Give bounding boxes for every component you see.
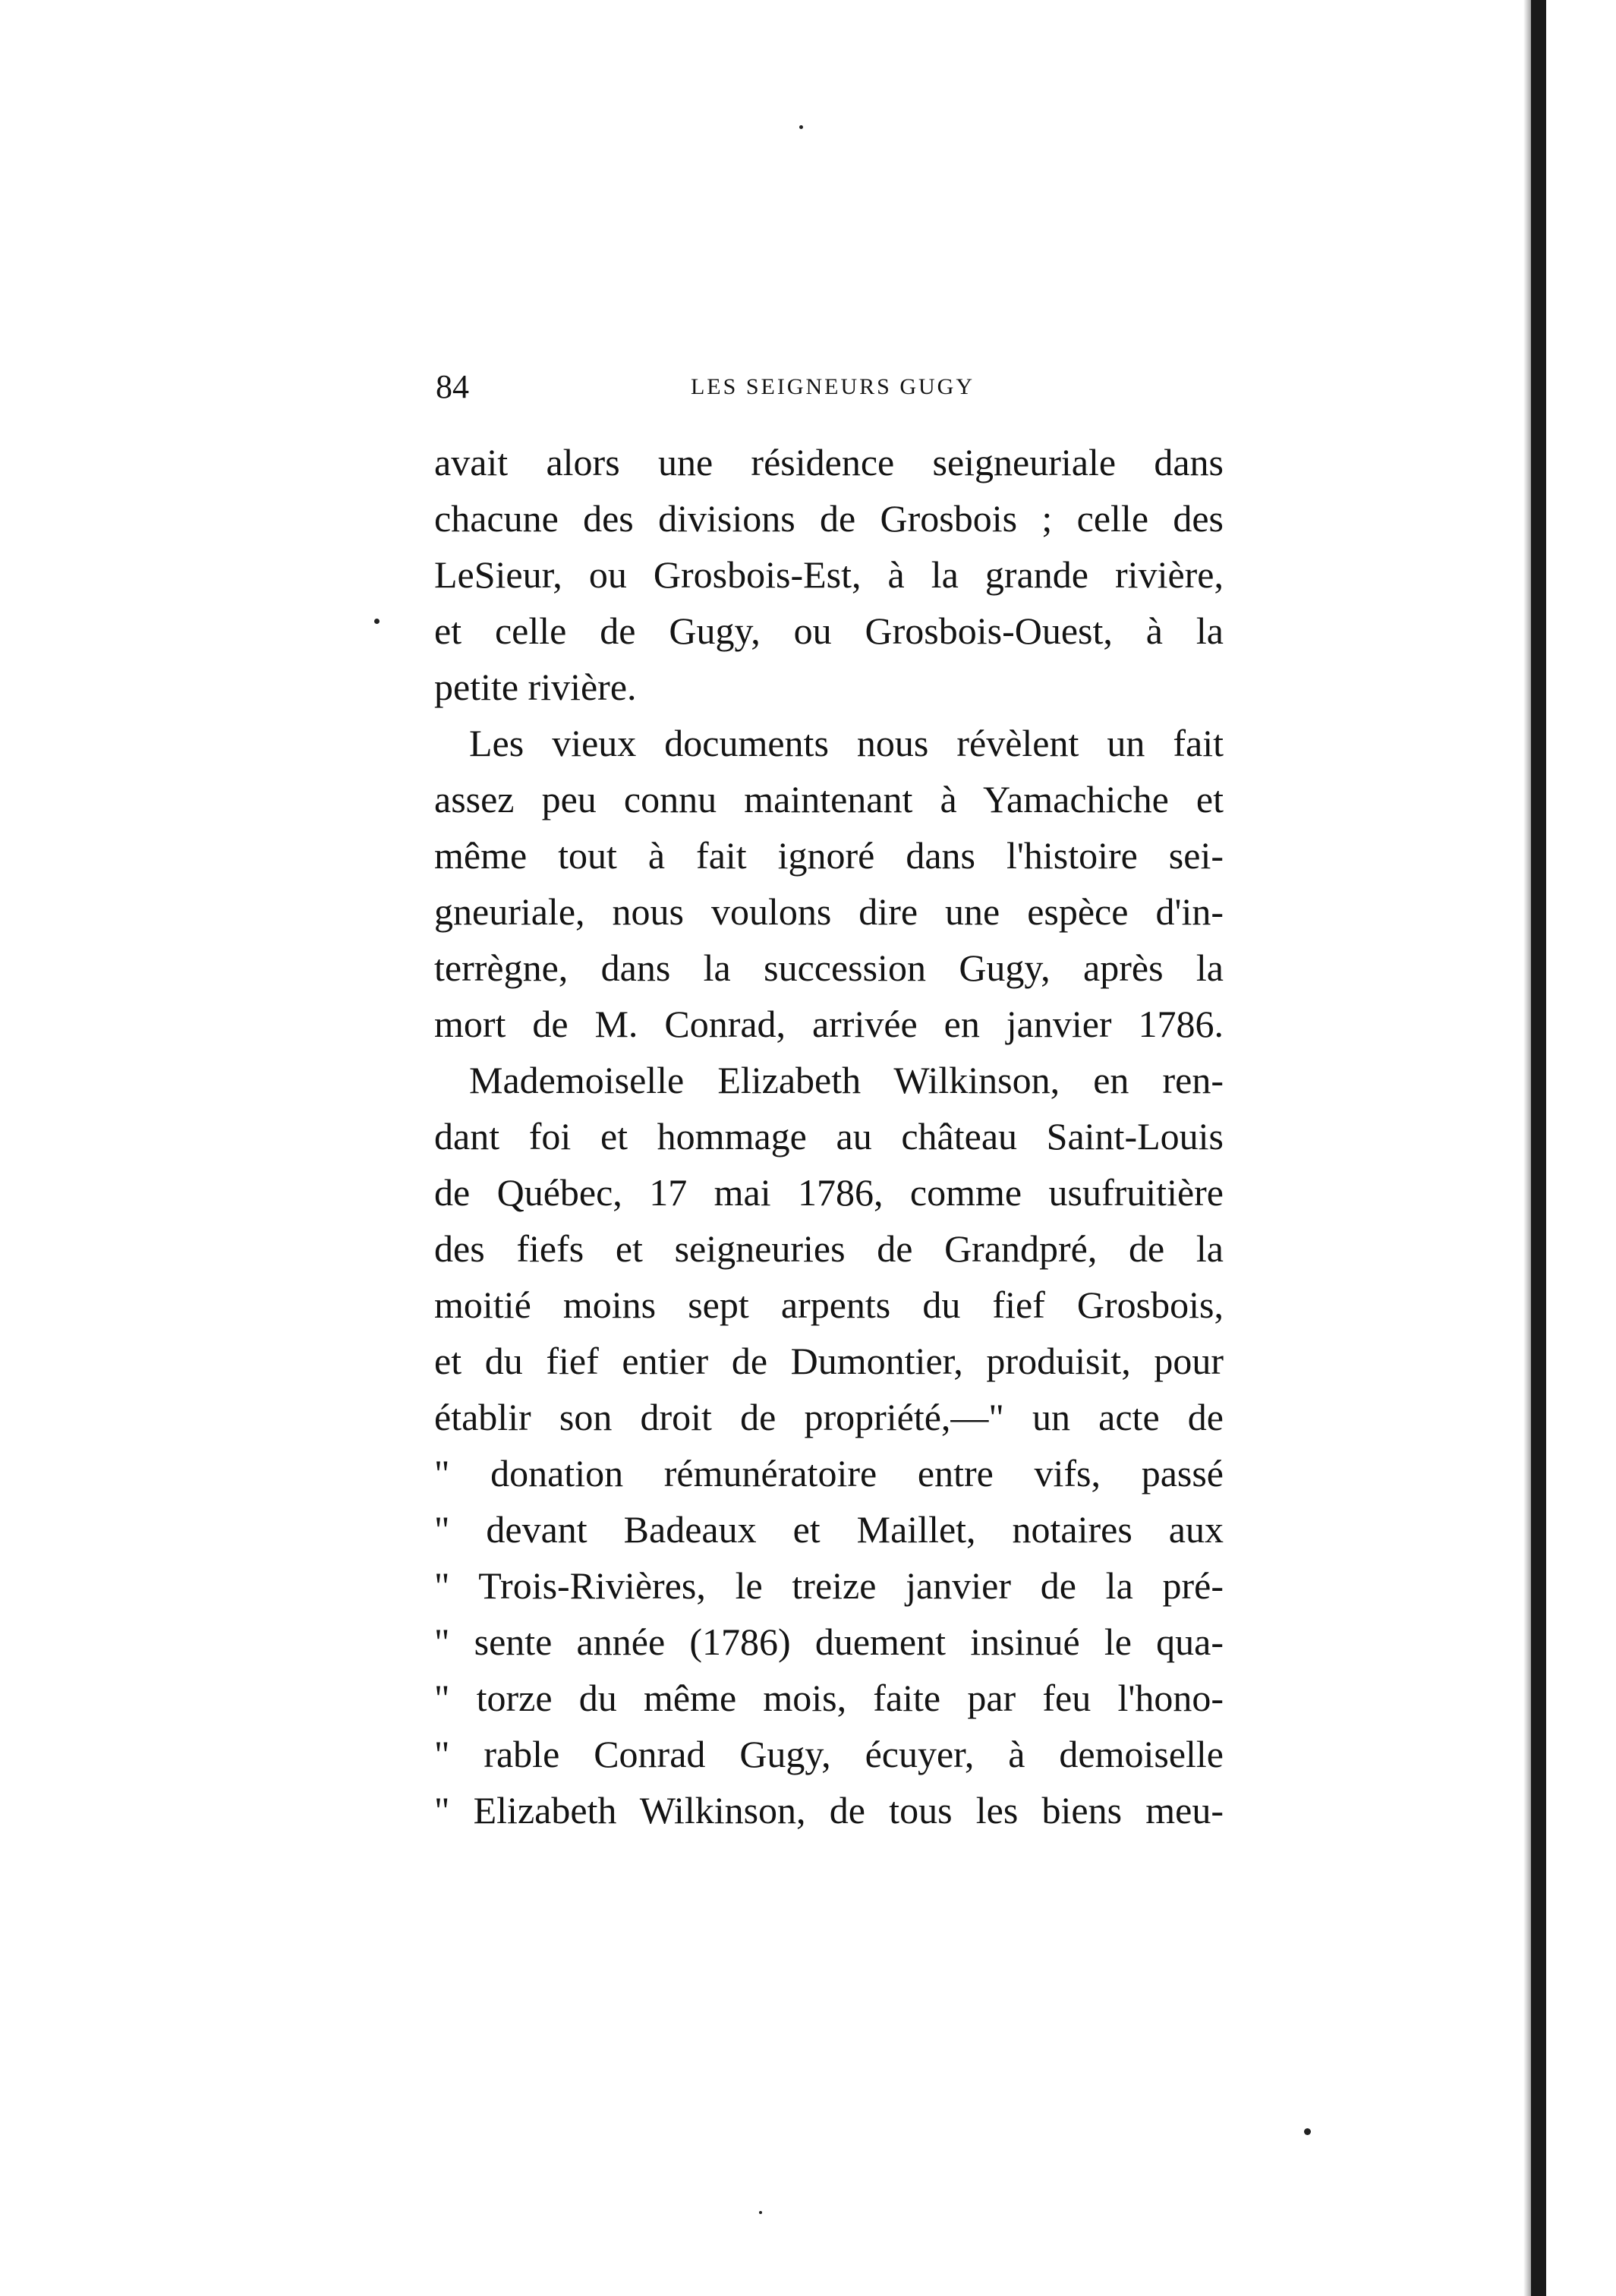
- paragraph: [434, 715, 1224, 1052]
- text-line: même tout à fait ignoré dans l'histoire sei-: [434, 834, 1224, 877]
- text-line: assez peu connu maintenant à Yamachiche et: [434, 778, 1224, 820]
- text-line: chacune des divisions de Grosbois ; celle des: [434, 497, 1224, 540]
- scan-speck: [759, 2211, 762, 2214]
- text-line: " torze du même mois, faite par feu l'hono-: [434, 1677, 1224, 1719]
- binding-shadow: [1523, 0, 1531, 2296]
- text-line: LeSieur, ou Grosbois-Est, à la grande rivière,: [434, 553, 1224, 596]
- text-line: " devant Badeaux et Maillet, notaires aux: [434, 1508, 1224, 1551]
- running-head: [427, 364, 1231, 410]
- text-line: " rable Conrad Gugy, écuyer, à demoiselle: [434, 1733, 1224, 1775]
- body-text: [434, 434, 1224, 1838]
- text-line: mort de M. Conrad, arrivée en janvier 1786.: [434, 1003, 1224, 1045]
- text-line: " Elizabeth Wilkinson, de tous les biens meu-: [434, 1789, 1224, 1831]
- text-line: " donation rémunératoire entre vifs, passé: [434, 1452, 1224, 1494]
- text-line: et celle de Gugy, ou Grosbois-Ouest, à la: [434, 609, 1224, 652]
- text-line: Mademoiselle Elizabeth Wilkinson, en ren-: [469, 1059, 1224, 1101]
- text-line: gneuriale, nous voulons dire une espèce d'in-: [434, 890, 1224, 933]
- text-line: " Trois-Rivières, le treize janvier de la pré-: [434, 1564, 1224, 1607]
- text-line: dant foi et hommage au château Saint-Louis: [434, 1115, 1224, 1157]
- paragraph: [434, 1052, 1224, 1838]
- running-title: LES SEIGNEURS GUGY: [690, 374, 975, 399]
- text-line: de Québec, 17 mai 1786, comme usufruitière: [434, 1171, 1224, 1214]
- text-line: petite rivière.: [434, 666, 637, 708]
- scan-speck: [799, 125, 803, 129]
- text-line: avait alors une résidence seigneuriale dans: [434, 441, 1224, 483]
- text-line: des fiefs et seigneuries de Grandpré, de la: [434, 1227, 1224, 1270]
- text-line: établir son droit de propriété,—" un acte de: [434, 1396, 1224, 1438]
- text-line: terrègne, dans la succession Gugy, après la: [434, 946, 1224, 989]
- scan-speck: [374, 619, 380, 624]
- text-line: Les vieux documents nous révèlent un fait: [469, 722, 1224, 764]
- text-line: moitié moins sept arpents du fief Grosbois,: [434, 1283, 1224, 1326]
- page-number: 84: [436, 368, 469, 405]
- text-line: " sente année (1786) duement insinué le qua-: [434, 1620, 1224, 1663]
- scan-speck: [1304, 2128, 1311, 2135]
- binding-edge: [1531, 0, 1546, 2296]
- text-line: et du fief entier de Dumontier, produisit, pour: [434, 1340, 1224, 1382]
- paragraph: [434, 434, 1224, 715]
